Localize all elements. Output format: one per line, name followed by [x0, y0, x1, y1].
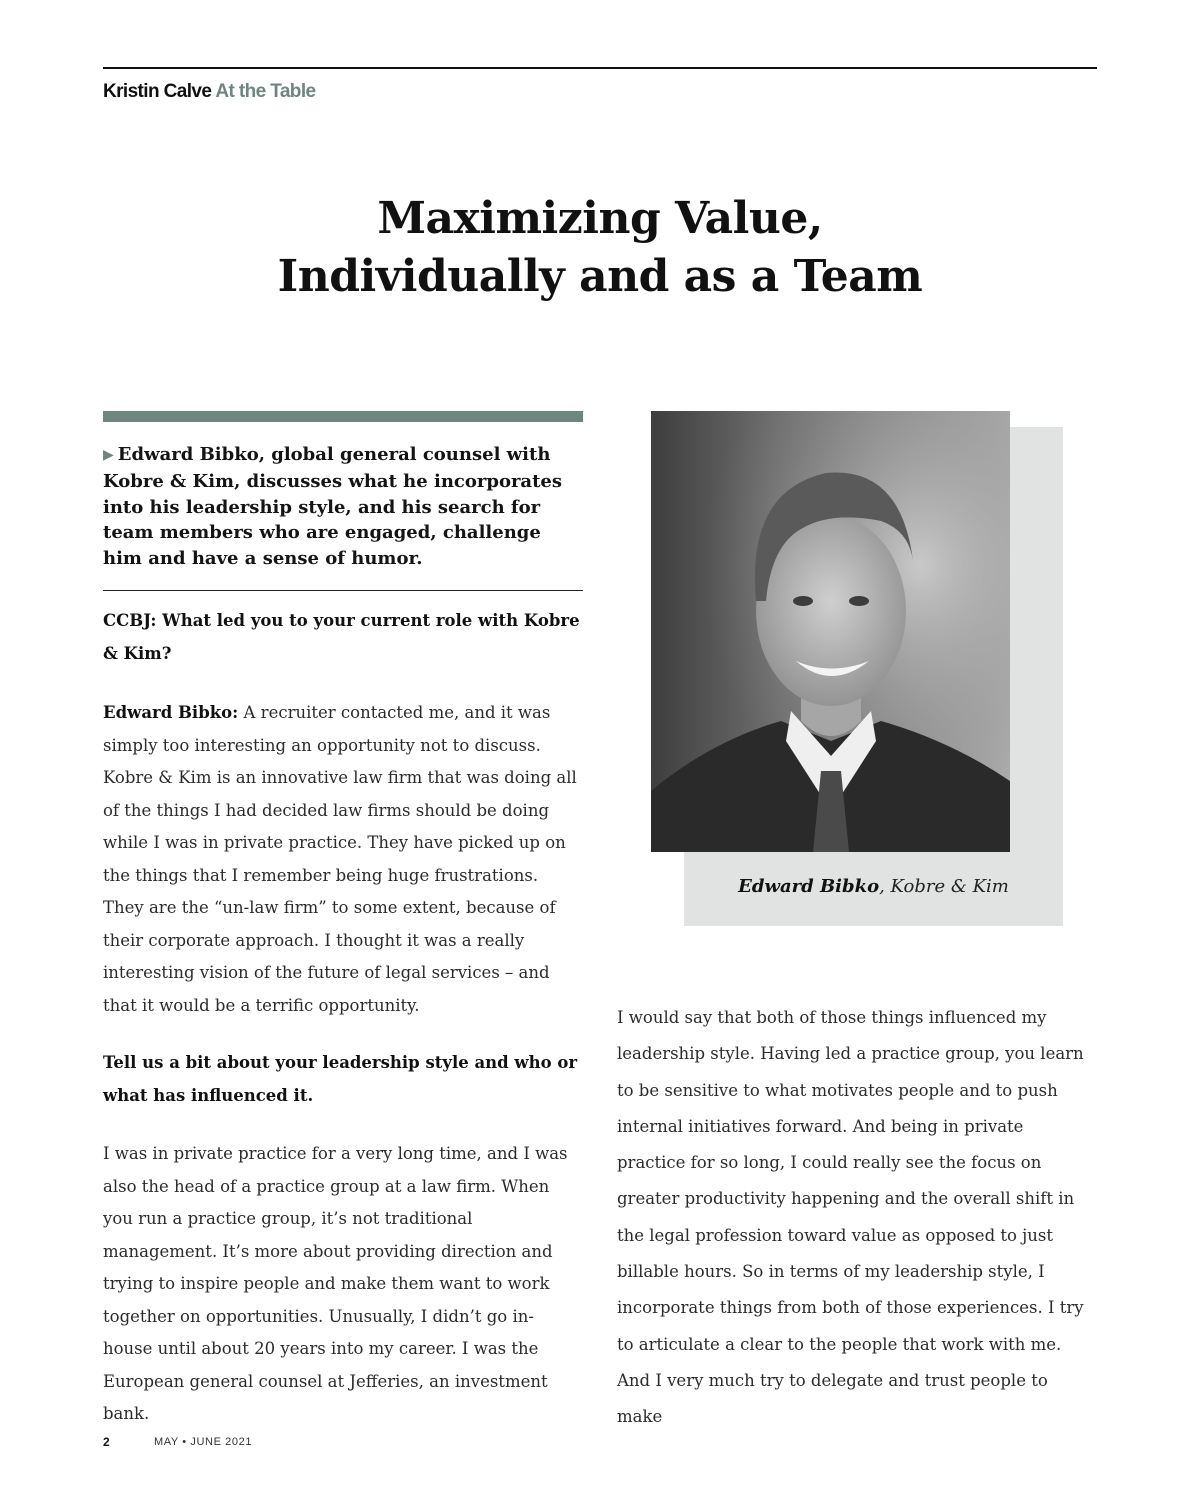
page-number: 2: [103, 1435, 110, 1449]
caption-name: Edward Bibko: [738, 876, 880, 897]
author-name: Kristin Calve: [103, 81, 212, 102]
question-1: CCBJ: What led you to your current role with Kobre & Kim?: [103, 611, 580, 663]
column-name: At the Table: [215, 81, 316, 102]
answer-1-speaker: Edward Bibko:: [103, 703, 239, 722]
portrait-illustration: [651, 411, 1010, 852]
article-deck: [103, 442, 583, 572]
title-line-1: Maximizing Value,: [377, 193, 823, 244]
deck-divider: [103, 590, 583, 591]
article-title: [150, 190, 1050, 306]
deck-accent-bar: [103, 411, 583, 422]
deck-text: Edward Bibko, global general counsel with Kobre & Kim, discusses what he incorporates into his leadership style, and his search for team members who are engaged, challenge him and have a sense of humor.: [103, 444, 562, 570]
answer-1-text: A recruiter contacted me, and it was simply too interesting an opportunity not to discuss. Kobre & Kim is an innovative law firm that was doing all of the things I had decided law firms should be doing while I was in private practice. They have picked up on the things that I remember being huge frustrations. They are the “un-law firm” to some extent, because of their corporate approach. I thought it was a really interesting vision of the future of legal services – and that it would be a terrific opportunity.: [103, 703, 577, 1015]
answer-2: I was in private practice for a very long time, and I was also the head of a practice group at a law firm. When you run a practice group, it’s not traditional management. It’s more about providing direction and trying to inspire people and make them want to work together on opportunities. Unusually, I didn’t go in-house until about 20 years into my career. I was the European general counsel at Jefferies, an investment bank.: [103, 1144, 568, 1423]
answer-1: [103, 697, 578, 1022]
portrait-photo: [651, 411, 1010, 852]
top-rule: [103, 67, 1097, 69]
issue-date: MAY • JUNE 2021: [154, 1436, 253, 1448]
photo-caption: [684, 876, 1063, 897]
question-2: Tell us a bit about your leadership style and who or what has influenced it.: [103, 1053, 578, 1105]
page-footer: [103, 1435, 253, 1449]
play-arrow-icon: ▶: [103, 447, 114, 463]
running-head: [103, 81, 315, 103]
caption-org: , Kobre & Kim: [879, 876, 1009, 897]
answer-2-continued: I would say that both of those things influenced my leadership style. Having led a practice group, you learn to be sensitive to what motivates people and to push internal initiatives forward. And being in private practice for so long, I could really see the focus on greater productivity happening and the overall shift in the legal profession toward value as opposed to just billable hours. So in terms of my leadership style, I incorporate things from both of those experiences. I try to articulate a clear to the people that work with me. And I very much try to delegate and trust people to make: [617, 1008, 1084, 1427]
title-line-2: Individually and as a Team: [277, 251, 923, 302]
